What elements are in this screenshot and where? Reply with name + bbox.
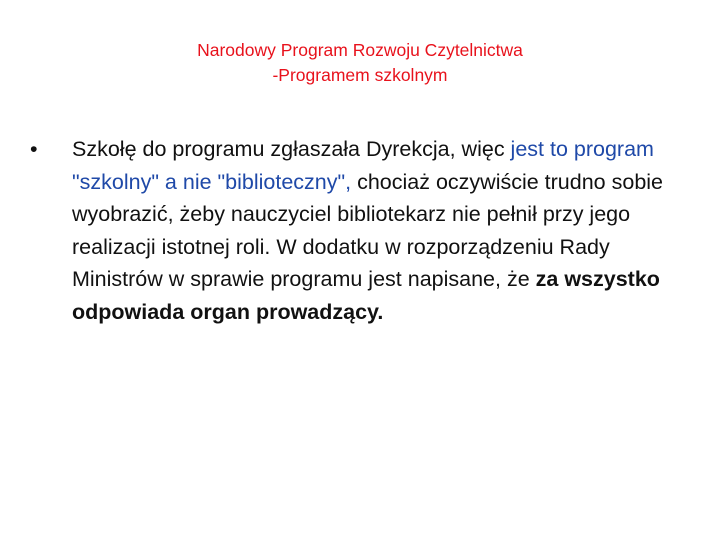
slide-title (0, 38, 720, 88)
paragraph-bold-text: za wszystko odpowiada organ prowadzący. (72, 267, 660, 324)
title-line-1: Narodowy Program Rozwoju Czytelnictwa (197, 40, 523, 60)
paragraph-highlight-text: jest to program "szkolny" a nie "biblioteczny", (72, 137, 654, 194)
slide-body (30, 133, 700, 328)
bullet-paragraph (30, 133, 700, 328)
bullet-icon: • (30, 137, 38, 161)
paragraph-text-part3: chociaż oczywiście trudno sobie wyobrazić, żeby nauczyciel bibliotekarz nie pełnił przy jego realizacji istotnej roli. W dodatku w rozporządzeniu Rady Ministrów w sprawie programu jest napisane, że (72, 169, 664, 291)
paragraph-text-part1: Szkołę do programu zgłaszała Dyrekcja, więc (72, 137, 511, 161)
title-line-2: -Programem szkolnym (272, 65, 448, 85)
